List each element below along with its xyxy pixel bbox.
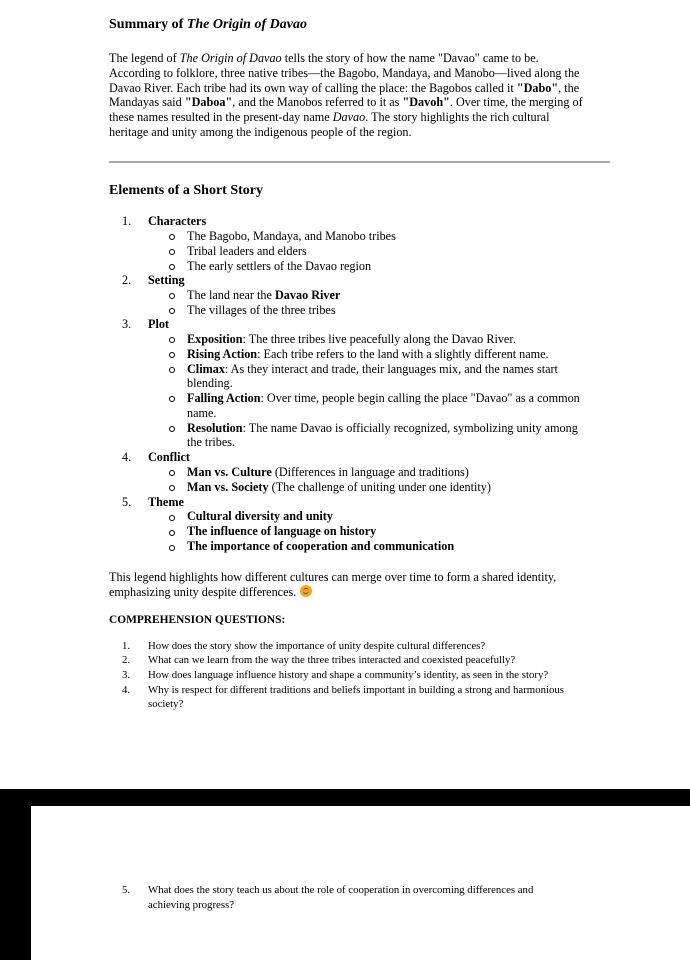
list-item-continuation: name.: [187, 406, 217, 420]
question-number: 3.: [122, 669, 131, 681]
bullet-icon: [169, 337, 175, 343]
bullet-icon: [169, 293, 175, 299]
list-item: Exposition: The three tribes live peacefully along the Davao River.: [187, 332, 516, 346]
summary-title: Summary of The Origin of Davao: [109, 17, 307, 32]
list-item: The land near the Davao River: [187, 288, 341, 302]
list-item: The Bagobo, Mandaya, and Manobo tribes: [187, 229, 396, 243]
list-item: The villages of the three tribes: [187, 303, 336, 317]
list-item: Rising Action: Each tribe refers to the land with a slightly different name.: [187, 347, 549, 361]
bullet-icon: [169, 470, 175, 476]
question-text: What does the story teach us about the role of cooperation in overcoming differences and: [148, 884, 534, 896]
bullet-icon: [169, 396, 175, 402]
question-number: 5.: [122, 884, 131, 896]
question-number: 4.: [122, 684, 131, 696]
list-item: The early settlers of the Davao region: [187, 259, 372, 273]
question-text: How does language influence history and shape a community’s identity, as seen in the story?: [148, 669, 549, 681]
bullet-icon: [169, 515, 175, 521]
section-divider: [109, 161, 610, 163]
questions-heading: COMPREHENSION QUESTIONS:: [109, 614, 286, 626]
bullet-icon: [169, 485, 175, 491]
setting-label: Setting: [148, 273, 185, 287]
question-text-continuation: society?: [148, 698, 184, 710]
plot-number: 3.: [122, 317, 132, 331]
conflict-number: 4.: [122, 450, 132, 464]
bullet-icon: [169, 352, 175, 358]
characters-number: 1.: [122, 214, 132, 228]
bullet-icon: [169, 367, 175, 373]
question-number: 1.: [122, 640, 131, 652]
list-item: The importance of cooperation and communication: [187, 539, 455, 553]
summary-paragraph: The legend of The Origin of Davao tells the story of how the name "Davao" came to be. According to folklore, three native tribes—the Bagobo, Mandaya, and Manobo—lived along the Davao River. Each tribe had its own way of calling the place: the Bagobos called it "Dabo", the Mandayas said "Daboa", and the Manobos referred to it as "Davoh". Over time, the merging of these names resulted in the present-day name Davao. The story highlights the rich cultural heritage and unity among the indigenous people of the region.: [109, 51, 583, 139]
bullet-icon: [169, 545, 175, 551]
list-item: Man vs. Society (The challenge of uniting under one identity): [187, 480, 491, 494]
closing-paragraph: This legend highlights how different cultures can merge over time to form a shared identity, emphasizing unity despite differences.: [109, 570, 557, 599]
setting-number: 2.: [122, 273, 132, 287]
conflict-label: Conflict: [148, 450, 190, 464]
list-item: Man vs. Culture (Differences in language and traditions): [187, 465, 469, 479]
list-item: Tribal leaders and elders: [187, 244, 307, 258]
list-item: The influence of language on history: [187, 524, 377, 538]
bullet-icon: [169, 530, 175, 536]
bullet-icon: [169, 426, 175, 432]
smiling-face-icon: [300, 585, 312, 597]
list-item: Falling Action: Over time, people begin calling the place "Davao" as a common: [187, 391, 580, 405]
document-page-2: [31, 806, 690, 960]
elements-heading: Elements of a Short Story: [109, 183, 263, 198]
plot-label: Plot: [148, 317, 169, 331]
bullet-icon: [169, 234, 175, 240]
list-item: Cultural diversity and unity: [187, 509, 333, 523]
bullet-icon: [169, 264, 175, 270]
characters-label: Characters: [148, 214, 207, 228]
question-text: What can we learn from the way the three tribes interacted and coexisted peacefully?: [148, 654, 516, 666]
list-item-continuation: the tribes.: [187, 435, 236, 449]
question-number: 2.: [122, 654, 131, 666]
bullet-icon: [169, 249, 175, 255]
list-item: Climax: As they interact and trade, their languages mix, and the names start: [187, 362, 558, 376]
list-item: Resolution: The name Davao is officially recognized, symbolizing unity among: [187, 421, 578, 435]
theme-number: 5.: [122, 495, 132, 509]
theme-label: Theme: [148, 495, 184, 509]
question-text: Why is respect for different traditions and beliefs important in building a strong and harmonious: [148, 684, 564, 696]
bullet-icon: [169, 308, 175, 314]
question-text: How does the story show the importance of unity despite cultural differences?: [148, 640, 486, 652]
list-item-continuation: blending.: [187, 376, 233, 390]
question-text-continuation: achieving progress?: [148, 899, 235, 911]
